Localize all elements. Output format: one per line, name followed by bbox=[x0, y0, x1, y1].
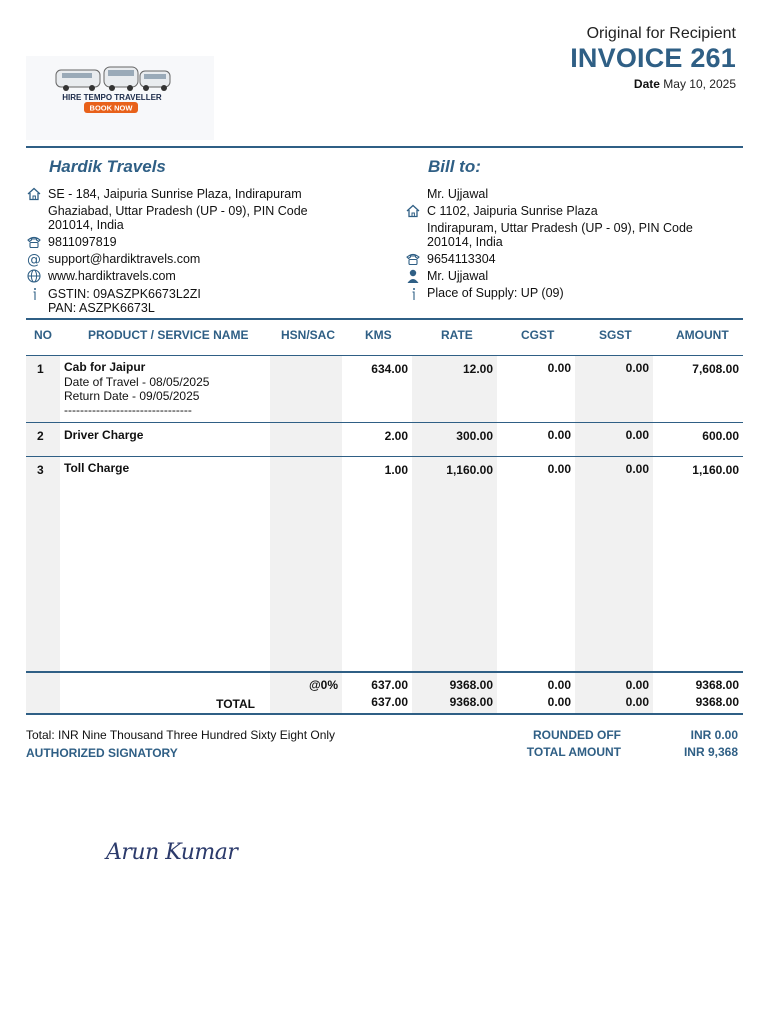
total-label: TOTAL bbox=[216, 697, 255, 711]
seller-address-line3: 201014, India bbox=[48, 218, 124, 232]
col-header-amount: AMOUNT bbox=[676, 328, 729, 342]
col-header-rate: RATE bbox=[441, 328, 473, 342]
bill-to-title: Bill to: bbox=[428, 157, 481, 176]
info-icon bbox=[405, 286, 421, 302]
row3-kms: 1.00 bbox=[384, 463, 408, 477]
authorized-signatory: AUTHORIZED SIGNATORY bbox=[26, 746, 178, 760]
row3-name: Toll Charge bbox=[64, 461, 130, 475]
row1-detail-2: Return Date - 09/05/2025 bbox=[64, 389, 200, 403]
buyer-address-line2: Indirapuram, Uttar Pradesh (UP - 09), PIN Code bbox=[427, 221, 693, 235]
buyer-address-line1: C 1102, Jaipuria Sunrise Plaza bbox=[427, 204, 598, 218]
tax-amount: 9368.00 bbox=[695, 678, 739, 692]
shade-col-rate bbox=[412, 356, 497, 714]
row2-kms: 2.00 bbox=[384, 429, 408, 443]
buyer-contact: Mr. Ujjawal bbox=[427, 269, 489, 283]
total-amount-value: INR 9,368 bbox=[683, 745, 738, 759]
total-cgst: 0.00 bbox=[547, 695, 571, 709]
row3-cgst: 0.00 bbox=[547, 462, 571, 476]
row3-sgst: 0.00 bbox=[625, 462, 649, 476]
tax-rate-total: 9368.00 bbox=[449, 678, 493, 692]
col-header-kms: KMS bbox=[365, 328, 392, 342]
row-separator bbox=[26, 456, 743, 457]
row2-sgst: 0.00 bbox=[625, 428, 649, 442]
shade-col-hsn bbox=[270, 356, 342, 714]
phone-icon bbox=[26, 234, 42, 250]
buyer-phone: 9654113304 bbox=[427, 252, 496, 266]
tax-cgst: 0.00 bbox=[547, 678, 571, 692]
table-header-rule bbox=[26, 355, 743, 356]
seller-name: Hardik Travels bbox=[49, 157, 166, 176]
row-separator bbox=[26, 422, 743, 423]
row1-amount: 7,608.00 bbox=[692, 362, 739, 376]
row1-cgst: 0.00 bbox=[547, 361, 571, 375]
rounded-off-value: INR 0.00 bbox=[690, 728, 738, 742]
row1-detail-1: Date of Travel - 08/05/2025 bbox=[64, 375, 210, 389]
col-header-cgst: CGST bbox=[521, 328, 555, 342]
copy-label: Original for Recipient bbox=[586, 25, 736, 42]
col-header-product: PRODUCT / SERVICE NAME bbox=[88, 328, 249, 342]
seller-gstin: GSTIN: 09ASZPK6673L2ZI bbox=[48, 287, 201, 301]
row1-rate: 12.00 bbox=[462, 362, 493, 376]
company-logo bbox=[26, 56, 214, 140]
total-amount: 9368.00 bbox=[695, 695, 739, 709]
row1-sgst: 0.00 bbox=[625, 361, 649, 375]
seller-pan: PAN: ASZPK6673L bbox=[48, 301, 155, 315]
date-label: Date bbox=[633, 77, 660, 91]
total-sgst: 0.00 bbox=[625, 695, 649, 709]
logo-book-now: BOOK NOW bbox=[89, 103, 133, 113]
email-at-icon bbox=[26, 251, 42, 267]
row1-detail-3: -------------------------------- bbox=[64, 403, 192, 417]
phone-icon bbox=[405, 251, 421, 267]
info-icon bbox=[26, 286, 42, 302]
col-header-hsn: HSN/SAC bbox=[281, 328, 336, 342]
col-header-sgst: SGST bbox=[599, 328, 632, 342]
seller-address-line1: SE - 184, Jaipuria Sunrise Plaza, Indirapuram bbox=[48, 187, 302, 201]
tax-sgst: 0.00 bbox=[625, 678, 649, 692]
totals-bottom-rule bbox=[26, 713, 743, 715]
row1-kms: 634.00 bbox=[371, 362, 408, 376]
buyer-place-of-supply: Place of Supply: UP (09) bbox=[427, 286, 564, 300]
totals-top-rule bbox=[26, 671, 743, 673]
row2-rate: 300.00 bbox=[456, 429, 493, 443]
buyer-name: Mr. Ujjawal bbox=[427, 187, 489, 201]
seller-address-line2: Ghaziabad, Uttar Pradesh (UP - 09), PIN Code bbox=[48, 204, 308, 218]
row1-name: Cab for Jaipur bbox=[64, 360, 146, 374]
invoice-title: INVOICE 261 bbox=[570, 43, 736, 73]
date-value: May 10, 2025 bbox=[663, 77, 736, 91]
buyer-address-line3: 201014, India bbox=[427, 235, 503, 249]
invoice-date bbox=[634, 77, 736, 91]
col-header-no: NO bbox=[34, 328, 52, 342]
globe-icon bbox=[26, 268, 42, 284]
signature bbox=[104, 832, 238, 868]
row3-amount: 1,160.00 bbox=[692, 463, 739, 477]
rounded-off-label: ROUNDED OFF bbox=[533, 728, 621, 742]
row3-no: 3 bbox=[37, 463, 44, 477]
row3-rate: 1,160.00 bbox=[446, 463, 493, 477]
tax-rate: @0% bbox=[308, 678, 338, 692]
home-icon bbox=[26, 186, 42, 202]
row2-no: 2 bbox=[37, 429, 44, 443]
row2-name: Driver Charge bbox=[64, 428, 144, 442]
signature-text: Arun Kumar bbox=[106, 840, 238, 865]
seller-email[interactable]: support@hardiktravels.com bbox=[48, 252, 201, 266]
svg-text:@: @ bbox=[27, 252, 41, 268]
logo-text: HIRE TEMPO TRAVELLER bbox=[62, 93, 162, 102]
table-top-rule bbox=[26, 318, 743, 320]
total-amount-label: TOTAL AMOUNT bbox=[526, 745, 621, 759]
shade-col-no bbox=[26, 356, 60, 714]
shade-col-sgst bbox=[575, 356, 653, 714]
seller-phone: 9811097819 bbox=[48, 235, 117, 249]
user-icon bbox=[405, 268, 421, 284]
amount-in-words: Total: INR Nine Thousand Three Hundred Sixty Eight Only bbox=[26, 728, 336, 742]
total-rate: 9368.00 bbox=[449, 695, 493, 709]
header-divider bbox=[26, 146, 743, 148]
tax-kms: 637.00 bbox=[371, 678, 408, 692]
seller-website[interactable]: www.hardiktravels.com bbox=[48, 269, 176, 283]
row1-no: 1 bbox=[37, 362, 44, 376]
row2-amount: 600.00 bbox=[702, 429, 739, 443]
row2-cgst: 0.00 bbox=[547, 428, 571, 442]
total-kms: 637.00 bbox=[371, 695, 408, 709]
home-icon bbox=[405, 203, 421, 219]
